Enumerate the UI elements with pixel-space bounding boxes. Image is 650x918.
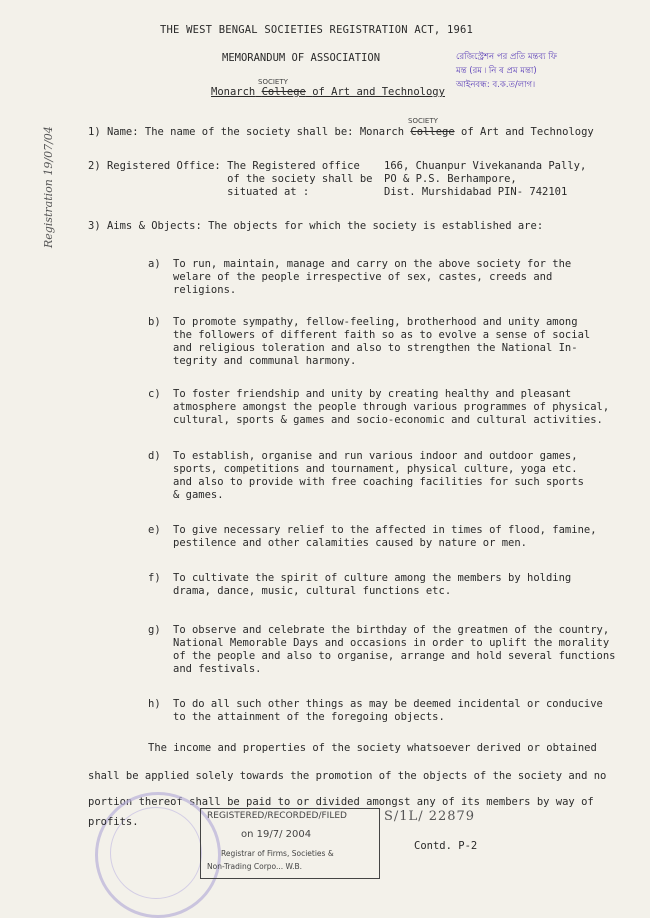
memorandum-heading: MEMORANDUM OF ASSOCIATION — [222, 52, 381, 64]
aim-item-label: c) — [148, 388, 161, 400]
registration-fee-stamp — [456, 50, 631, 92]
closing-paragraph-line: The income and properties of the society whatsoever derived or obtained — [148, 742, 597, 754]
closing-paragraph-line: portion thereof shall be paid to or divided amongst any of its members by way of — [88, 796, 594, 808]
name-clause-pre: 1) Name: The name of the society shall be: Monarch — [88, 126, 405, 138]
aim-item-label: b) — [148, 316, 161, 328]
registration-stamp-line: REGISTERED/RECORDED/FILED — [207, 811, 347, 821]
name-clause-post: of Art and Technology — [461, 126, 594, 138]
registration-number: S/1L/ 22879 — [384, 809, 476, 824]
society-title-post: of Art and Technology — [312, 86, 445, 98]
society-title — [211, 86, 445, 99]
aim-item-text: To cultivate the spirit of culture among the members by holding drama, dance, music, cultural functions etc. — [173, 572, 572, 597]
aims-clause: 3) Aims & Objects: The objects for which the society is established are: — [88, 220, 544, 232]
aim-item-label: f) — [148, 572, 161, 584]
society-insert-note: SOCIETY — [258, 78, 288, 86]
aim-item-label: e) — [148, 524, 161, 536]
aim-item-label: a) — [148, 258, 161, 270]
act-heading: THE WEST BENGAL SOCIETIES REGISTRATION ACT, 1961 — [160, 24, 474, 36]
aim-item-label: h) — [148, 698, 161, 710]
aim-item-label: d) — [148, 450, 161, 462]
aim-item-text: To observe and celebrate the birthday of the greatmen of the country, National Memorable Days and occasions in order to uplift the morality of the people and also to organise, arrange and hold several functions and festivals. — [173, 624, 616, 675]
registration-stamp-line: Non-Trading Corpo... W.B. — [207, 862, 303, 871]
closing-paragraph-line: shall be applied solely towards the promotion of the objects of the society and no — [88, 770, 607, 782]
name-clause-struck: College — [410, 126, 455, 138]
handwritten-margin-note: Registration 19/07/04 — [42, 126, 55, 248]
registration-stamp — [200, 808, 380, 879]
registration-stamp-date: on 19/7/ 2004 — [241, 829, 312, 840]
name-clause — [88, 126, 594, 139]
stamp-line-1: রেজিস্ট্রেশন পর প্রতি মন্তব্য ফি — [456, 52, 557, 62]
continued-note: Contd. P-2 — [414, 840, 478, 852]
stamp-line-2: মন্ত (রম ৷ নি ৰ প্রম মন্তা) — [456, 66, 537, 76]
aim-item-text: To run, maintain, manage and carry on the above society for the welare of the people irrespective of sex, castes, creeds and religions. — [173, 258, 572, 296]
office-address: 166, Chuanpur Vivekananda Pally, PO & P.S. Berhampore, Dist. Murshidabad PIN- 742101 — [384, 160, 587, 198]
aim-item-text: To do all such other things as may be deemed incidental or conducive to the attainment of the foregoing objects. — [173, 698, 603, 723]
registration-stamp-line: Registrar of Firms, Societies & — [221, 849, 334, 858]
office-clause-label: 2) Registered Office: The Registered office of the society shall be situated at : — [88, 160, 373, 198]
society-title-pre: Monarch — [211, 86, 256, 98]
aim-item-label: g) — [148, 624, 161, 636]
stamp-line-3: আইনবন্ধ: ব.ক.ত/লাগ। — [456, 80, 536, 90]
aim-item-text: To give necessary relief to the affected in times of flood, famine, pestilence and other calamities caused by nature or men. — [173, 524, 597, 549]
aim-item-text: To establish, organise and run various indoor and outdoor games, sports, competitions and tournament, physical culture, yoga etc. and also to provide with free coaching facilities for such sports & games. — [173, 450, 584, 501]
closing-paragraph-line: profits. — [88, 816, 139, 828]
name-insert-note: SOCIETY — [408, 117, 438, 125]
aim-item-text: To promote sympathy, fellow-feeling, brotherhood and unity among the followers of different faith so as to evolve a sense of social and religious toleration and also to strengthen the National In- tegrity and communal harmony. — [173, 316, 591, 367]
society-title-struck: College — [261, 86, 306, 98]
aim-item-text: To foster friendship and unity by creating healthy and pleasant atmosphere amongst the people through various programmes of physical, cultural, sports & games and socio-economic and cultural activities. — [173, 388, 610, 426]
